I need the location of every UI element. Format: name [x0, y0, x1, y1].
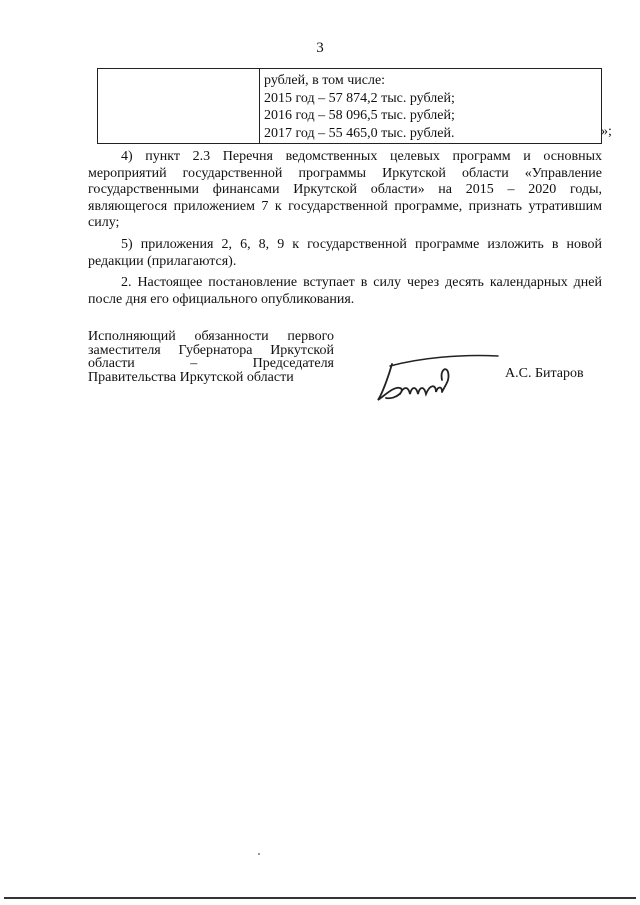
table-line: 2015 год – 57 874,2 тыс. рублей; [264, 90, 455, 106]
paragraph-item-5: 5) приложения 2, 6, 8, 9 к государственной программе изложить в новой редакции (прилагаются). [88, 236, 602, 269]
table-line: 2017 год – 55 465,0 тыс. рублей. [264, 125, 455, 141]
paragraph-section-2: 2. Настоящее постановление вступает в силу через десять календарных дней после дня его официального опубликования. [88, 275, 602, 307]
signer-name: А.С. Битаров [505, 366, 584, 381]
table-line: 2016 год – 58 096,5 тыс. рублей; [264, 108, 455, 123]
signer-position [88, 330, 334, 384]
signer-position-line: области – Председателя [88, 356, 334, 371]
signer-position-line: Исполняющий обязанности первого [88, 329, 334, 344]
signer-position-line: заместителя Губернатора Иркутской [88, 342, 334, 358]
body-text [88, 149, 602, 313]
table-line: рублей, в том числе: [264, 73, 386, 88]
table-empty-cell [98, 69, 260, 143]
table-funding-cell [260, 69, 601, 143]
page-number: 3 [316, 40, 324, 56]
closing-quote: »; [601, 124, 612, 139]
scan-speck [258, 853, 260, 855]
continuation-table [97, 68, 602, 144]
signer-position-line: Правительства Иркутской области [88, 369, 294, 385]
scan-border-line [4, 897, 636, 899]
paragraph-item-4: 4) пункт 2.3 Перечня ведомственных целевых программ и основных мероприятий государственной программы Иркутской области «Управление государственными финансами Иркутской области» на 2015 – 2020 годы, являющегося приложением 7 к государственной программе, признать утратившим силу; [88, 149, 602, 231]
handwritten-signature [370, 350, 510, 410]
